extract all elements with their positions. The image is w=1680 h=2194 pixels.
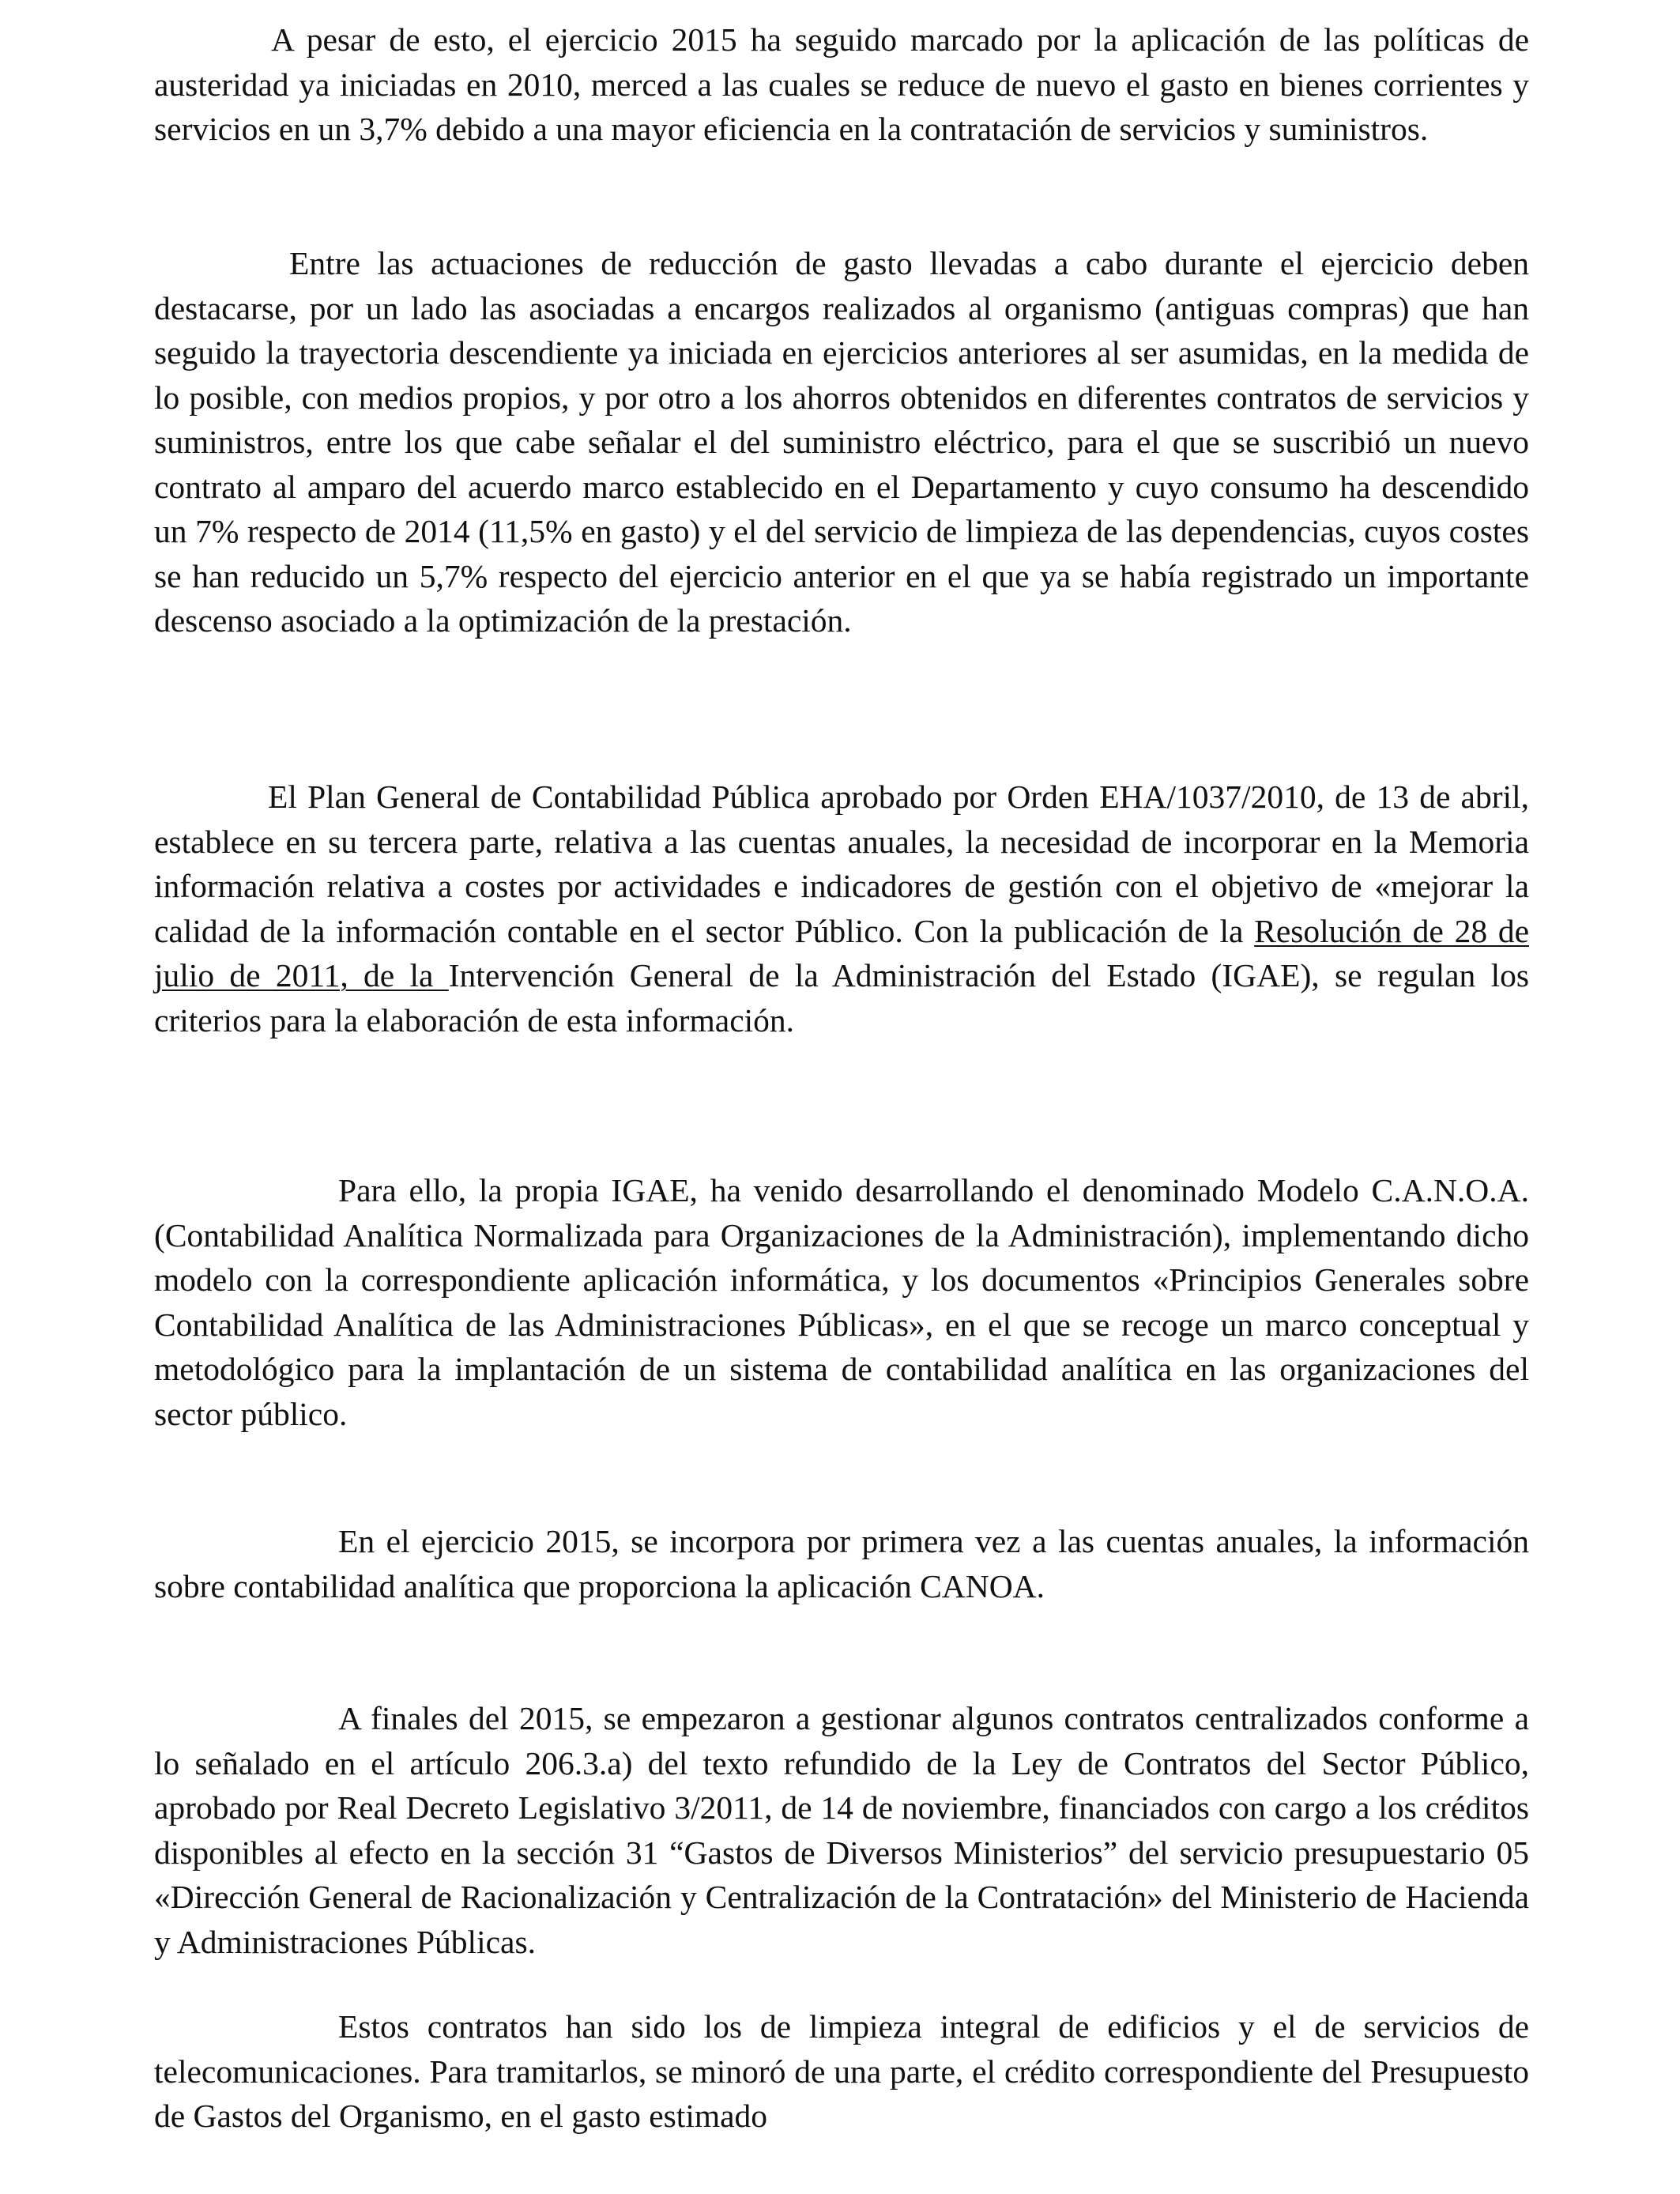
paragraph-limpieza-telecomunicaciones: Estos contratos han sido los de limpieza integral de edificios y el de servicios de telecomunicaciones. Para tramitarlos, se minoró de una parte, el crédito correspondiente del Presupuesto de Gastos del Organismo, en el gasto estimado	[154, 2008, 1529, 2134]
paragraph-plan-contabilidad-text-end: Intervención General de la Administración del Estado (IGAE), se regulan los criterios para la elaboración de esta información.	[154, 957, 1530, 1039]
paragraph-contratos-centralizados: A finales del 2015, se empezaron a gestionar algunos contratos centralizados conforme a lo señalado en el artículo 206.3.a) del texto refundido de la Ley de Contratos del Sector Público, aprobado por Real Decreto Legislativo 3/2011, de 14 de noviembre, financiados con cargo a los créditos disponibles al efecto en la sección 31 “Gastos de Diversos Ministerios” del servicio presupuestario 05 «Dirección General de Racionalización y Centralización de la Contratación» del Ministerio de Hacienda y Administraciones Públicas.	[154, 1700, 1529, 1960]
paragraph-ejercicio-2015: En el ejercicio 2015, se incorpora por primera vez a las cuentas anuales, la información sobre contabilidad analítica que proporciona la aplicación CANOA.	[154, 1523, 1529, 1604]
paragraph-austeridad: A pesar de esto, el ejercicio 2015 ha seguido marcado por la aplicación de las políticas de austeridad ya iniciadas en 2010, merced a las cuales se reduce de nuevo el gasto en bienes corrientes y servicios en un 3,7% debido a una mayor eficiencia en la contratación de servicios y suministros.	[154, 21, 1529, 147]
paragraph-modelo-canoa: Para ello, la propia IGAE, ha venido desarrollando el denominado Modelo C.A.N.O.A. (Contabilidad Analítica Normalizada para Organizaciones de la Administración), implementando dicho modelo con la correspondiente aplicación informática, y los documentos «Principios Generales sobre Contabilidad Analítica de las Administraciones Públicas», en el que se recoge un marco conceptual y metodológico para la implantación de un sistema de contabilidad analítica en las organizaciones del sector público.	[154, 1172, 1529, 1432]
paragraph-reduccion-gasto: Entre las actuaciones de reducción de gasto llevadas a cabo durante el ejercicio deben destacarse, por un lado las asociadas a encargos realizados al organismo (antiguas compras) que han seguido la trayectoria descendiente ya iniciada en ejercicios anteriores al ser asumidas, en la medida de lo posible, con medios propios, y por otro a los ahorros obtenidos en diferentes contratos de servicios y suministros, entre los que cabe señalar el del suministro eléctrico, para el que se suscribió un nuevo contrato al amparo del acuerdo marco establecido en el Departamento y cuyo consumo ha descendido un 7% respecto de 2014 (11,5% en gasto) y el del servicio de limpieza de las dependencias, cuyos costes se han reducido un 5,7% respecto del ejercicio anterior en el que ya se había registrado un importante descenso asociado a la optimización de la prestación.	[154, 245, 1529, 639]
resolucion-link[interactable]: Resolución de 28 de julio de 2011, de la	[154, 912, 1529, 993]
paragraph-plan-contabilidad	[154, 775, 1529, 1042]
paragraph-plan-contabilidad-text-start: El Plan General de Contabilidad Pública aprobado por Orden EHA/1037/2010, de 13 de abril, establece en su tercera parte, relativa a las cuentas anuales, la necesidad de incorporar en la Memoria información relativa a costes por actividades e indicadores de gestión con el objetivo de «mejorar la calidad de la información contable en el sector Público. Con la publicación de la	[154, 778, 1529, 949]
